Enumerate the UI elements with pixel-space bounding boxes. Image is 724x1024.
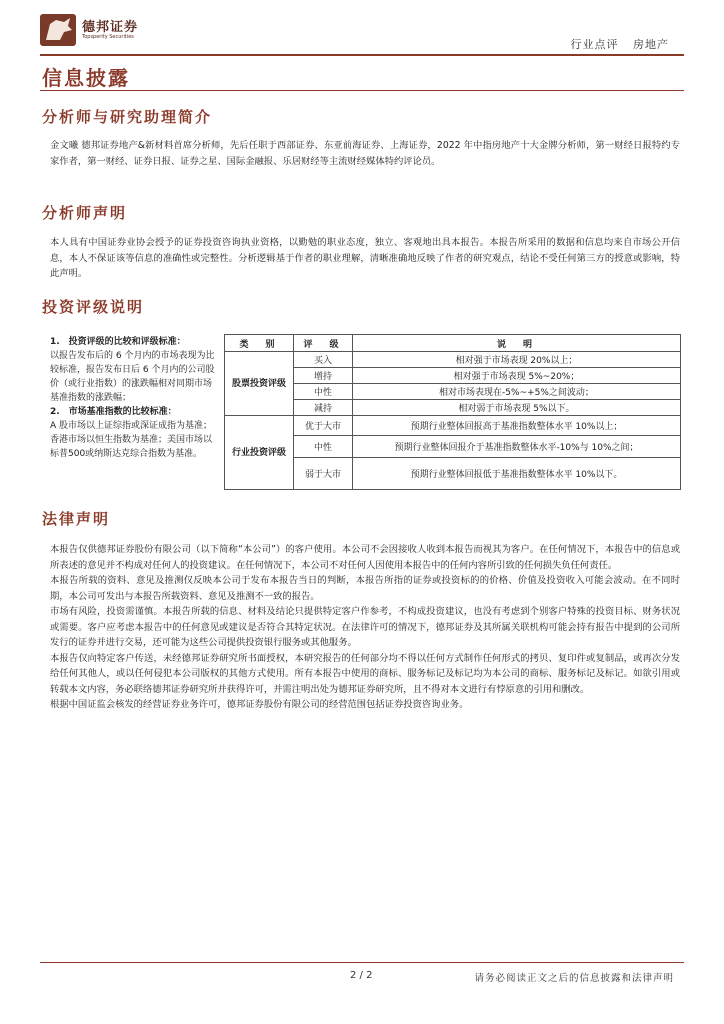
- criteria-title-1: 1. 投资评级的比较和评级标准：: [50, 336, 186, 347]
- rating-desc: 相对强于市场表现 20%以上；: [353, 352, 681, 368]
- rating-level: 优于大市: [294, 416, 353, 436]
- report-type: 行业点评: [570, 38, 619, 51]
- rating-level: 弱于大市: [294, 458, 353, 490]
- page-number: 2 / 2: [350, 970, 373, 981]
- analyst-intro-text: 金文曦 德邦证券地产&新材料首席分析师，先后任职于西部证券、东亚前海证券、上海证券，2022 年中指房地产十大金牌分析师，第一财经日报特约专家作者，第一财经、证券日报、证券之星、国际金融报、乐居财经等主流财经媒体特约评论员。: [50, 140, 680, 167]
- rating-desc: 相对弱于市场表现 5%以下。: [353, 400, 681, 416]
- rating-desc: 预期行业整体回报高于基准指数整体水平 10%以上；: [353, 416, 681, 436]
- title-divider: [40, 90, 684, 91]
- section-heading-rating: 投资评级说明: [42, 298, 145, 316]
- page-title: 信息披露: [42, 66, 130, 90]
- rating-desc: 相对强于市场表现 5%~20%；: [353, 368, 681, 384]
- logo-emblem-icon: [40, 14, 76, 46]
- rating-level: 买入: [294, 352, 353, 368]
- section-heading-analyst-intro: 分析师与研究助理简介: [42, 108, 213, 126]
- col-header-desc: 说 明: [353, 335, 681, 352]
- footer-divider: [40, 962, 684, 963]
- section-heading-legal: 法律声明: [42, 510, 111, 528]
- legal-paragraph: 根据中国证监会核发的经营证券业务许可，德邦证券股份有限公司的经营范围包括证券投资咨询业务。: [50, 699, 469, 710]
- header-divider: [40, 54, 684, 56]
- company-logo: [40, 14, 180, 46]
- legal-paragraph: 市场有风险，投资需谨慎。本报告所载的信息、材料及结论只提供特定客户作参考，不构成投资建议，也没有考虑到个别客户特殊的投资目标、财务状况或需要。客户应考虑本报告中的任何意见或建议是否符合其特定状况。在法律许可的情况下，德邦证券及其所属关联机构可能会持有报告中提到的公司所发行的证券并进行交易，还可能为这些公司提供投资银行服务或其他服务。: [50, 606, 680, 648]
- rating-level: 中性: [294, 384, 353, 400]
- rating-table: [50, 334, 681, 490]
- legal-paragraph: 本报告仅供德邦证券股份有限公司（以下简称“本公司”）的客户使用。本公司不会因接收人收到本报告而视其为客户。在任何情况下，本报告中的信息或所表述的意见并不构成对任何人的投资建议。在任何情况下，本公司不对任何人因使用本报告中的任何内容所引致的任何损失负任何责任。: [50, 544, 680, 571]
- logo-text-en: Topsperity Securities: [82, 34, 134, 40]
- rating-desc: 预期行业整体回报低于基准指数整体水平 10%以下。: [353, 458, 681, 490]
- header-tags: [561, 36, 670, 52]
- criteria-text-2: A 股市场以上证综指或深证成指为基准；香港市场以恒生指数为基准；美国市场以标普500或纳斯达克综合指数为基准。: [50, 420, 213, 459]
- industry-rating-category: 行业投资评级: [225, 416, 294, 490]
- criteria-title-2: 2. 市场基准指数的比较标准：: [50, 406, 177, 417]
- analyst-statement-text: 本人具有中国证券业协会授予的证券投资咨询执业资格，以勤勉的职业态度，独立、客观地出具本报告。本报告所采用的数据和信息均来自市场公开信息，本人不保证该等信息的准确性或完整性。分析逻辑基于作者的职业理解，清晰准确地反映了作者的研究观点，结论不受任何第三方的授意或影响，特此声明。: [50, 237, 680, 279]
- rating-level: 增持: [294, 368, 353, 384]
- footer-note: 请务必阅读正文之后的信息披露和法律声明: [474, 973, 674, 984]
- industry-name: 房地产: [633, 38, 669, 51]
- rating-desc: 相对市场表现在-5%~+5%之间波动；: [353, 384, 681, 400]
- rating-level: 减持: [294, 400, 353, 416]
- criteria-text-1: 以报告发布后的 6 个月内的市场表现为比较标准，报告发布日后 6 个月内的公司股价（或行业指数）的涨跌幅相对同期市场基准指数的涨跌幅；: [50, 350, 215, 403]
- col-header-level: 评 级: [294, 335, 353, 352]
- logo-text-cn: 德邦证券: [82, 20, 139, 35]
- rating-criteria: [50, 335, 225, 490]
- rating-level: 中性: [294, 436, 353, 458]
- col-header-category: 类 别: [225, 335, 294, 352]
- legal-text: [50, 542, 680, 713]
- legal-paragraph: 本报告所载的资料、意见及推测仅反映本公司于发布本报告当日的判断，本报告所指的证券或投资标的的价格、价值及投资收入可能会波动。在不同时期，本公司可发出与本报告所载资料、意见及推测不一致的报告。: [50, 575, 680, 602]
- legal-paragraph: 本报告仅向特定客户传送，未经德邦证券研究所书面授权，本研究报告的任何部分均不得以任何方式制作任何形式的拷贝、复印件或复制品，或再次分发给任何其他人，或以任何侵犯本公司版权的其他方式使用。所有本报告中使用的商标、服务标记及标记均为本公司的商标、服务标记及标记。如欲引用或转载本文内容，务必联络德邦证券研究所并获得许可，并需注明出处为德邦证券研究所，且不得对本文进行有悖原意的引用和删改。: [50, 652, 680, 695]
- rating-desc: 预期行业整体回报介于基准指数整体水平-10%与 10%之间；: [353, 436, 681, 458]
- section-heading-analyst-statement: 分析师声明: [42, 204, 128, 222]
- stock-rating-category: 股票投资评级: [225, 352, 294, 416]
